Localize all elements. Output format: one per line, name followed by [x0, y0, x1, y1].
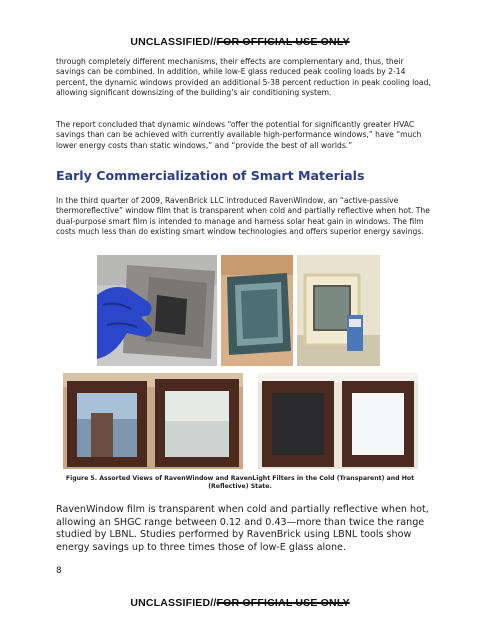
photo-window-sample: [221, 255, 293, 366]
struck-marking: FOR OFFICIAL USE ONLY: [216, 597, 350, 609]
page-number: 8: [56, 566, 62, 576]
paragraph-3: In the third quarter of 2009, RavenBrick LLC introduced RavenWindow, an “active-passive thermoreflective” window film that is transparent when cold and partially reflective when hot. The dual-purpose smart film is intended to manage and harness solar heat gain in windows. The film costs much less than do existing smart window technologies and offers superior energy savings.: [56, 196, 430, 237]
struck-marking: FOR OFFICIAL USE ONLY: [216, 36, 350, 48]
photo-gloved-hand-film: [97, 255, 217, 366]
photo-framed-filters-left: [63, 373, 243, 469]
paragraph-1: through completely different mechanisms, their effects are complementary and, thus, their savings can be combined. In addition, while low-E glass reduced peak cooling loads by 2-14 percent, the dynamic windows provided an additional 5-38 percent reduction in peak cooling load, allowing significant downsizing of the building’s air conditioning system.: [56, 57, 431, 98]
figure-caption: Figure 5. Assorted Views of RavenWindow and RavenLight Filters in the Cold (Transparent) and Hot (Reflective) State.: [65, 475, 415, 491]
section-heading: Early Commercialization of Smart Materials: [56, 168, 365, 183]
photo-framed-filters-right: [258, 373, 418, 469]
classification-banner-bottom: UNCLASSIFIED//FOR OFFICIAL USE ONLY: [130, 597, 350, 609]
paragraph-2: The report concluded that dynamic windows “offer the potential for significantly greater HVAC savings than can be achieved with currently available high-performance windows,” have “much lower energy costs than static windows,” and “provide the best of all worlds.”: [56, 120, 422, 150]
paragraph-4: RavenWindow film is transparent when cold and partially reflective when hot, allowing an SHGC range between 0.12 and 0.43—more than twice the range studied by LBNL. Studies performed by RavenBrick using LBNL tools show energy savings up to three times those of low-E glass alone.: [56, 504, 429, 553]
photo-window-stand: [297, 255, 380, 366]
classification-banner-top: UNCLASSIFIED//FOR OFFICIAL USE ONLY: [130, 36, 350, 48]
